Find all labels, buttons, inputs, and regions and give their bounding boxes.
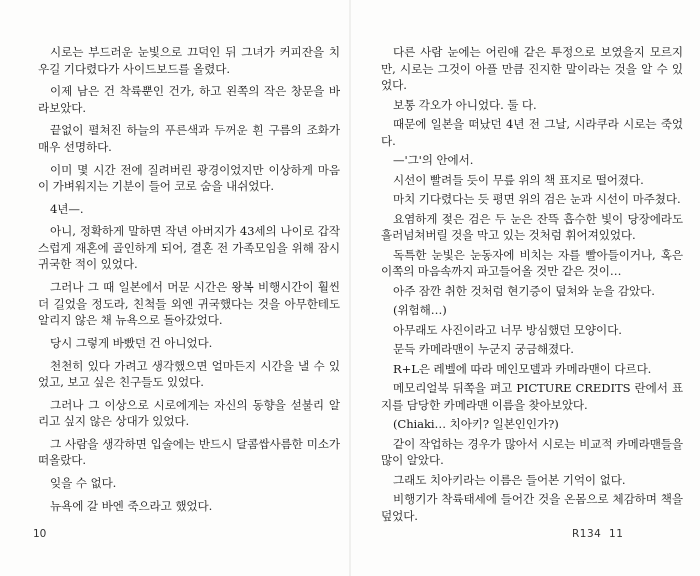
paragraph: 끝없이 펼쳐진 하늘의 푸른색과 두꺼운 흰 구름의 조화가 매우 선명하다.: [38, 123, 340, 154]
page-gutter: [349, 0, 351, 576]
page-number-right: 11: [609, 528, 624, 540]
paragraph: 문득 카메라맨이 누군지 궁금해졌다.: [393, 342, 574, 356]
paragraph: (위험해…): [393, 303, 447, 317]
paragraph: 이미 몇 시간 전에 질려버린 광경이었지만 이상하게 마음이 가벼워지는 기분이 들어 코로 숨을 내쉬었다.: [38, 162, 340, 194]
right-page: [381, 44, 683, 527]
paragraph: —'그'의 안에서.: [393, 153, 474, 167]
paragraph: 4년—.: [50, 201, 84, 216]
paragraph: 요염하게 젖은 검은 두 눈은 잔뜩 흡수한 빛이 당장에라도 흘러넘쳐버릴 것을 막고 있는 것처럼 휘어져있었다.: [381, 211, 683, 242]
paragraph: 뉴욕에 갈 바엔 죽으라고 했었다.: [50, 498, 213, 513]
paragraph: 아니, 정확하게 말하면 작년 아버지가 43세의 나이로 갑작스럽게 재혼에 골인하게 되어, 결혼 전 가족모임을 위해 잠시 귀국한 적이 있었다.: [38, 224, 340, 272]
paragraph: R+L은 레벨에 따라 메인모델과 카메라맨이 다르다.: [393, 361, 652, 376]
paragraph: 잊을 수 없다.: [50, 476, 117, 491]
paragraph: 보통 각오가 아니었다. 둘 다.: [393, 97, 537, 112]
paragraph: 그래도 치아키라는 이름은 들어본 기억이 없다.: [393, 472, 626, 487]
paragraph: 다른 사람 눈에는 어린애 같은 투정으로 보였을지 모르지만, 시로는 그것이 아플 만큼 진지한 말이라는 것을 알 수 있었다.: [381, 45, 683, 92]
paragraph: 당시 그렇게 바빴던 건 아니었다.: [50, 335, 213, 350]
paragraph: 같이 작업하는 경우가 많아서 시로는 비교적 카메라맨들을 많이 알았다.: [381, 436, 683, 467]
paragraph: 시로는 부드러운 눈빛으로 끄덕인 뒤 그녀가 커피잔을 치우길 기다렸다가 사이드보드를 올렸다.: [38, 45, 340, 76]
left-page: [38, 44, 340, 520]
paragraph: (Chiaki… 치아키? 일본인인가?): [393, 417, 559, 431]
paragraph: 메모리얼북 뒤쪽을 펴고 PICTURE CREDITS 란에서 표지를 담당한 카메라맨 이름을 찾아보았다.: [381, 381, 683, 412]
paragraph: 이제 남은 건 착륙뿐인 건가, 하고 왼쪽의 작은 창문을 바라보았다.: [38, 84, 340, 115]
paragraph: 비행기가 착륙태세에 들어간 것을 온몸으로 체감하며 책을 덮었다.: [381, 492, 683, 523]
paragraph: 독특한 눈빛은 눈동자에 비치는 자를 빨아들이거나, 혹은 이쪽의 마음속까지 파고들어올 것만 같은 것이…: [381, 247, 683, 278]
paragraph: 마치 기다렸다는 듯 평면 위의 검은 눈과 시선이 마주쳤다.: [393, 192, 681, 206]
paragraph: 그 사람을 생각하면 입술에는 반드시 달콤쌉사름한 미소가 떠올랐다.: [38, 436, 340, 468]
page-marker: R134: [572, 528, 602, 540]
paragraph: 그러나 그 이상으로 시로에게는 자신의 동향을 섣불리 알리고 싶지 않은 상대가 있었다.: [38, 397, 340, 429]
paragraph: 그러나 그 때 일본에서 머문 시간은 왕복 비행시간이 훨씬 더 길었을 정도라, 친척들 외엔 귀국했다는 것을 아무한테도 알리지 않은 채 뉴욕으로 돌아갔었다.: [38, 280, 340, 328]
paragraph: 시선이 빨려들 듯이 무릎 위의 책 표지로 떨어졌다.: [393, 172, 644, 187]
paragraph: 천천히 있다 가려고 생각했으면 얼마든지 시간을 낼 수 있었고, 보고 싶은 친구들도 있었다.: [38, 358, 340, 389]
paragraph: 아주 잠깐 취한 것처럼 현기증이 덮쳐와 눈을 감았다.: [393, 283, 655, 298]
page-number-left: 10: [33, 528, 47, 540]
page-footer-right: [572, 528, 623, 540]
paragraph: 아무래도 사진이라고 너무 방심했던 모양이다.: [393, 322, 622, 337]
paragraph: 때문에 일본을 떠났던 4년 전 그날, 시라쿠라 시로는 죽었다.: [381, 117, 683, 148]
